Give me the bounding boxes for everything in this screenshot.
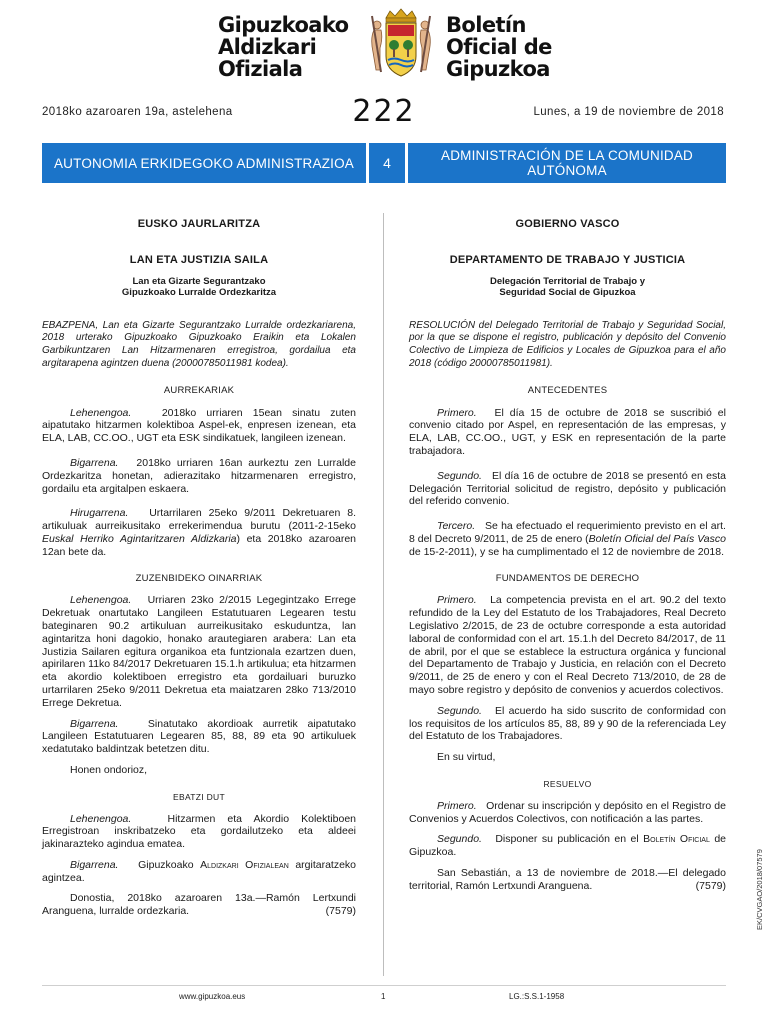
footer-rule [42,985,726,986]
paragraph [42,718,356,756]
masthead-line: Ofiziala [218,57,303,81]
section-banner [42,143,726,183]
paragraph [42,813,356,851]
paragraph-smallcaps: Boletín Oficial [643,833,710,846]
signature-paragraph [409,867,726,893]
signature-paragraph [42,892,356,918]
paragraph-text: 2018ko urriaren 16an aurkeztu zen Lurralde Ordezkaritza honetan, adierazitako hitzarmenaren erregistro, gordailu eta argitalpen eskaera. [42,456,356,495]
section-title-basque: AUTONOMIA ERKIDEGOKO ADMINISTRAZIOA [42,143,366,183]
masthead-line: Boletín [446,13,526,37]
page-number: 1 [381,992,386,1001]
section-heading: ANTECEDENTES [527,384,608,396]
paragraph-text: de Gipuzkoa. [409,833,727,859]
paragraph-text: El acuerdo ha sido suscrito de conformidad con los requisitos de los artículos 85, 88, 89 y 90 de la referenciada Ley del Estatuto de los Trabajadores. [409,704,726,743]
paragraph [409,594,726,696]
section-title-spanish: ADMINISTRACIÓN DE LA COMUNIDAD AUTÓNOMA [408,143,726,183]
paragraph-lead: Lehenengoa. [70,594,132,607]
paragraph-text: El día 15 de octubre de 2018 se suscribió el convenio citado por Aspel, en representación de las empresas, y ELA, LAB, CC.OO., UGT, y ESK en representación de la parte trabajadora. [409,406,726,457]
paragraph-lead: Primero. [437,406,477,419]
paragraph-text: Ordenar su inscripción y depósito en el Registro de Convenios y Acuerdos Colectivos, con notificación a las partes. [409,799,726,825]
institution-name: EUSKO JAURLARITZA [137,218,261,230]
paragraph-text: El día 16 de octubre de 2018 se presentó en esta Delegación Territorial solicitud de registro, depósito y publicación del referido convenio. [409,469,726,508]
paragraph-lead: Bigarrena. [70,456,119,469]
paragraph [42,859,356,885]
sub-department-line: Delegación Territorial de Trabajo y [489,275,646,287]
masthead-line: Gipuzkoa [446,57,550,81]
paragraph-lead: Segundo. [437,704,482,717]
legal-deposit: LG.:S.S.1-1958 [509,992,565,1001]
paragraph-text: de 15-2-2011), y se ha cumplimentado el 12 de noviembre de 2018. [409,545,725,558]
sub-department-line: Gipuzkoako Lurralde Ordezkaritza [121,287,277,299]
signature-text: San Sebastián, a 13 de noviembre de 2018.—El delegado territorial, Ramón Lertxundi Aranguena. [409,866,726,892]
sub-department-line: Seguridad Social de Gipuzkoa [499,287,636,299]
paragraph-lead: Primero. [437,799,477,812]
masthead-title-spanish [446,14,552,80]
reference-number: (7579) [325,905,356,918]
department-name: LAN ETA JUSTIZIA SAILA [129,253,269,266]
paragraph [409,407,726,458]
paragraph [409,800,726,826]
paragraph [409,833,726,859]
paragraph-lead: Hirugarrena. [70,507,129,520]
document-code: EK/CVGAO/2018/07579 [755,849,764,930]
paragraph-text: ) eta 2018ko azaroaren 12an bete da. [42,532,356,558]
paragraph-text: Gipuzkoako [138,858,194,871]
section-heading: RESUELVO [543,778,592,789]
paragraph-text: Sinatutako akordioak aurretik aipatutako Langileen Estatutuaren Legearen 85, 88, 89 eta 90 artikuluek xedatutako baldintzak betetzen ditu. [42,717,356,756]
paragraph [42,457,356,495]
column-basque [42,218,356,930]
paragraph-lead: Bigarrena. [70,858,119,871]
paragraph [42,407,356,445]
paragraph-italic: Euskal Herriko Agintaritzaren Aldizkaria [42,532,237,545]
paragraph-italic: Boletín Oficial del País Vasco [588,532,726,545]
coat-of-arms-icon [364,8,438,84]
masthead-line: Gipuzkoako [218,13,349,37]
issue-date-spanish: Lunes, a 19 de noviembre de 2018 [533,106,724,118]
issue-number: 222 [352,94,416,129]
department-name: DEPARTAMENTO DE TRABAJO Y JUSTICIA [449,253,686,266]
paragraph-lead: Segundo. [437,833,482,846]
paragraph [409,705,726,743]
sub-department [409,276,726,299]
paragraph: En su virtud, [437,751,496,764]
paragraph-text: 2018ko urriaren 15ean sinatu zuten aipatutako hitzarmen kolektiboa Aspel-ek, enpresen izenean, eta ELA, LAB, CC.OO., UGT eta ESK sindikatuek, langileen izenean. [42,406,356,445]
paragraph-text: La competencia prevista en el art. 90.2 del texto refundido de la Ley del Estatuto de los Trabajadores, Real Decreto Legislativo 2/2015, de 23 de octubre corresponde a esta autoridad laboral de conformidad con el art. 15.1.h del Decreto 84/2017, de 11 de abril, por el que se establece la estructura orgánica y funcional del Departamento de Trabajo y Justicia, en relación con el Decreto 9/2011, de 25 de enero y con el Real Decreto 713/2010, de 28 de mayo sobre registro y depósito de convenios y acuerdos colectivos. [409,594,726,696]
section-heading: FUNDAMENTOS DE DERECHO [495,572,640,584]
paragraph-text: Urtarrilaren 25eko 9/2011 Dekretuaren 8. artikuluak aurreikusitako errekerimendua burutu (2011-2-15eko [42,507,356,533]
resolution-summary: RESOLUCIÓN del Delegado Territorial de Trabajo y Seguridad Social, por la que se dispone el registro, publicación y depósito del Convenio Colectivo de Limpieza de Edificios y Locales de Gipuzkoa para el año 2018 (código 20000785011981). [409,319,726,369]
section-number: 4 [369,143,405,183]
masthead-line: Oficial de [446,35,552,59]
paragraph [42,507,356,558]
masthead-line: Aldizkari [218,35,317,59]
paragraph-smallcaps: Aldizkari Ofizialean [200,858,289,871]
paragraph-lead: Segundo. [437,469,482,482]
paragraph-lead: Primero. [437,594,477,607]
column-spanish [409,218,726,904]
paragraph-text: argitaratzeko agintzea. [42,858,357,884]
paragraph-text: Disponer su publicación en el [495,833,639,846]
sub-department [42,276,356,299]
paragraph-lead: Lehenengoa. [70,812,132,825]
masthead-title-basque [218,14,348,80]
issue-date-basque: 2018ko azaroaren 19a, astelehena [42,106,233,118]
paragraph-lead: Tercero. [437,520,476,533]
section-heading: ZUZENBIDEKO OINARRIAK [135,572,263,584]
paragraph [409,470,726,508]
column-divider [383,213,384,976]
reference-number: (7579) [695,879,726,892]
section-heading: EBATZI DUT [173,791,225,802]
paragraph-text: Hitzarmen eta Akordio Kolektiboen Erregistroan inskribatzeko eta gordailutzeko eta aldeei jakinarazteko agindua ematea. [42,812,356,851]
resolution-summary: EBAZPENA, Lan eta Gizarte Segurantzako Lurralde ordezkariarena, 2018 urterako Gipuzkoako Gipuzkoako Eraikin eta Lokalen Garbikuntzaren Lan Hitzarmenaren erregistroa, gordailua eta argitarapena agintzen duena (20000785011981 kodea). [42,319,356,369]
signature-text: Donostia, 2018ko azaroaren 13a.—Ramón Lertxundi Aranguena, lurralde ordezkaria. [42,892,356,918]
paragraph-text: Se ha efectuado el requerimiento previsto en el art. 8 del Decreto 9/2011, de 25 de enero ( [409,520,726,545]
paragraph-text: Urriaren 23ko 2/2015 Legegintzako Errege Dekretuak onartutako Langileen Estatutuaren Legearen testu bateginaren 90.2 artikuluan aurreikusitako eskuduntza, lan agintaritza honi dagokio, honako arautegiaren arabera: Lan eta Justizia Sailaren egitura organikoa eta funtzionala ezartzen duen, apirilaren 11ko 84/2017 Dekretuaren 15.1.h artikulua; eta hitzarmen eta akordio kolektiboen erregistro eta gordailuari buruzko urtarrilaren 25eko 9/2011 Dekretua eta maiatzaren 28ko 713/2010 Errege Dekretua. [42,594,356,709]
paragraph-lead: Lehenengoa. [70,406,132,419]
institution-name: GOBIERNO VASCO [515,218,620,230]
footer-website-link[interactable]: www.gipuzkoa.eus [179,992,246,1001]
paragraph-lead: Bigarrena. [70,717,119,730]
sub-department-line: Lan eta Gizarte Segurantzako [132,275,266,287]
section-heading: AURREKARIAK [163,384,235,396]
paragraph [409,520,726,558]
paragraph [42,594,356,709]
paragraph: Honen ondorioz, [70,763,148,776]
